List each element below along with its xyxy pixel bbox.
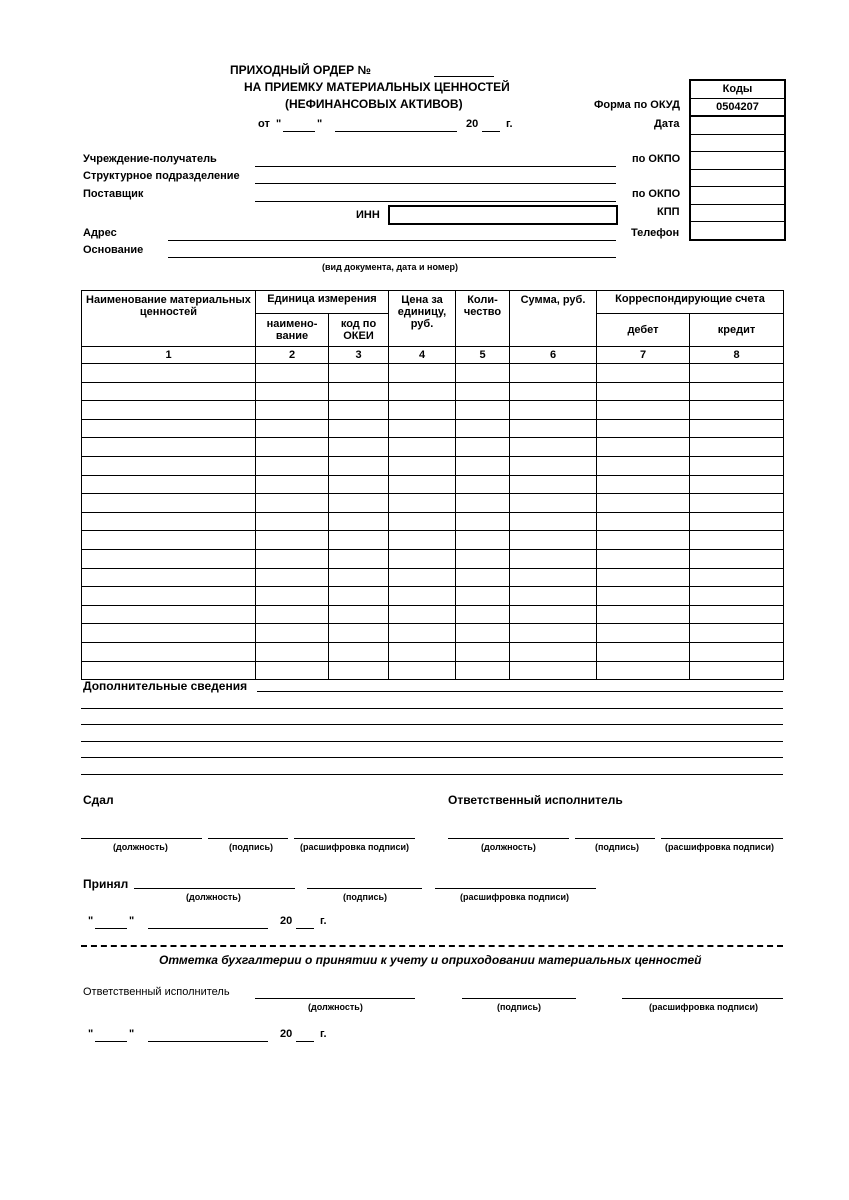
table-cell[interactable] bbox=[256, 642, 329, 661]
resp-position-line[interactable] bbox=[448, 838, 569, 839]
col-number: 4 bbox=[389, 347, 456, 364]
table-cell[interactable] bbox=[329, 364, 389, 383]
date1-month-line[interactable] bbox=[148, 928, 268, 929]
table-cell[interactable] bbox=[456, 456, 510, 475]
table-cell[interactable] bbox=[510, 549, 597, 568]
table-cell[interactable] bbox=[690, 494, 784, 513]
table-cell[interactable] bbox=[456, 401, 510, 420]
table-cell[interactable] bbox=[690, 531, 784, 550]
table-cell[interactable] bbox=[389, 456, 456, 475]
table-cell[interactable] bbox=[690, 456, 784, 475]
table-cell[interactable] bbox=[256, 382, 329, 401]
accepted-decoding-line[interactable] bbox=[435, 888, 596, 889]
table-cell[interactable] bbox=[510, 512, 597, 531]
codes-header: Коды bbox=[691, 81, 784, 99]
acc-signature-line[interactable] bbox=[462, 998, 576, 999]
table-cell[interactable] bbox=[690, 438, 784, 457]
table-cell[interactable] bbox=[256, 568, 329, 587]
codes-box bbox=[689, 79, 786, 241]
table-cell[interactable] bbox=[256, 494, 329, 513]
table-cell[interactable] bbox=[690, 364, 784, 383]
gave-signature-line[interactable] bbox=[208, 838, 288, 839]
table-cell[interactable] bbox=[82, 661, 256, 680]
table-cell[interactable] bbox=[597, 475, 690, 494]
table-cell[interactable] bbox=[510, 624, 597, 643]
table-cell[interactable] bbox=[690, 568, 784, 587]
table-cell[interactable] bbox=[510, 401, 597, 420]
phone-code-cell[interactable] bbox=[691, 222, 784, 239]
table-row bbox=[82, 494, 784, 513]
table-cell[interactable] bbox=[510, 661, 597, 680]
date-year-line[interactable] bbox=[482, 131, 500, 132]
table-cell[interactable] bbox=[389, 494, 456, 513]
table-row bbox=[82, 382, 784, 401]
table-cell[interactable] bbox=[256, 549, 329, 568]
gave-position-hint: (должность) bbox=[113, 842, 168, 852]
table-cell[interactable] bbox=[82, 605, 256, 624]
date-month-line[interactable] bbox=[335, 131, 457, 132]
table-cell[interactable] bbox=[597, 512, 690, 531]
gave-position-line[interactable] bbox=[81, 838, 202, 839]
table-cell[interactable] bbox=[389, 401, 456, 420]
table-cell[interactable] bbox=[510, 568, 597, 587]
table-row bbox=[82, 568, 784, 587]
accepted-label: Принял bbox=[83, 877, 129, 891]
table-cell[interactable] bbox=[256, 438, 329, 457]
table-cell[interactable] bbox=[510, 494, 597, 513]
table-cell[interactable] bbox=[510, 419, 597, 438]
date2-year-suffix: г. bbox=[320, 1028, 327, 1040]
date1-year-line[interactable] bbox=[296, 928, 314, 929]
table-cell[interactable] bbox=[690, 642, 784, 661]
table-row bbox=[82, 401, 784, 420]
quote-close: " bbox=[317, 118, 323, 130]
table-cell[interactable] bbox=[389, 419, 456, 438]
table-cell[interactable] bbox=[510, 605, 597, 624]
table-cell[interactable] bbox=[329, 661, 389, 680]
col-number: 3 bbox=[329, 347, 389, 364]
table-row bbox=[82, 605, 784, 624]
extra-info-line[interactable] bbox=[81, 741, 783, 742]
table-row bbox=[82, 438, 784, 457]
table-cell[interactable] bbox=[456, 419, 510, 438]
date1-quote-open: " bbox=[88, 915, 94, 927]
table-cell[interactable] bbox=[329, 642, 389, 661]
table-cell[interactable] bbox=[510, 456, 597, 475]
table-cell[interactable] bbox=[389, 364, 456, 383]
resp-signature-line[interactable] bbox=[575, 838, 655, 839]
table-cell[interactable] bbox=[597, 364, 690, 383]
table-cell[interactable] bbox=[82, 531, 256, 550]
table-row bbox=[82, 419, 784, 438]
table-cell[interactable] bbox=[82, 364, 256, 383]
date-from-label: от bbox=[258, 118, 270, 130]
date2-year-prefix: 20 bbox=[280, 1028, 293, 1040]
extra-info-line[interactable] bbox=[81, 774, 783, 775]
table-cell[interactable] bbox=[82, 494, 256, 513]
table-cell[interactable] bbox=[456, 364, 510, 383]
table-cell[interactable] bbox=[329, 475, 389, 494]
table-row bbox=[82, 512, 784, 531]
recipient-label: Учреждение-получатель bbox=[83, 153, 217, 165]
table-cell[interactable] bbox=[329, 624, 389, 643]
table-row bbox=[82, 661, 784, 680]
col-credit-header: кредит bbox=[690, 313, 784, 346]
gave-decoding-line[interactable] bbox=[294, 838, 415, 839]
table-cell[interactable] bbox=[329, 419, 389, 438]
inn-label: ИНН bbox=[356, 209, 380, 221]
acc-decoding-line[interactable] bbox=[622, 998, 783, 999]
gave-decoding-hint: (расшифровка подписи) bbox=[300, 842, 409, 852]
table-cell[interactable] bbox=[329, 605, 389, 624]
table-cell[interactable] bbox=[389, 605, 456, 624]
table-cell[interactable] bbox=[597, 642, 690, 661]
col-qty-header: Коли-чество bbox=[456, 291, 510, 347]
col-name-header: Наименование материальных ценностей bbox=[82, 291, 256, 347]
table-cell[interactable] bbox=[597, 419, 690, 438]
okpo-code-cell[interactable] bbox=[691, 152, 784, 170]
table-cell[interactable] bbox=[329, 531, 389, 550]
extra-info-line[interactable] bbox=[81, 724, 783, 725]
table-cell[interactable] bbox=[510, 364, 597, 383]
table-cell[interactable] bbox=[329, 512, 389, 531]
okpo2-label: по ОКПО bbox=[632, 188, 681, 200]
table-cell[interactable] bbox=[256, 401, 329, 420]
table-row bbox=[82, 475, 784, 494]
table-cell[interactable] bbox=[597, 624, 690, 643]
col-debit-header: дебет bbox=[597, 313, 690, 346]
unit-group-header: Единица измерения bbox=[256, 291, 389, 314]
kpp-code-cell[interactable] bbox=[691, 205, 784, 223]
table-cell[interactable] bbox=[329, 401, 389, 420]
resp-position-hint: (должность) bbox=[481, 842, 536, 852]
table-cell[interactable] bbox=[690, 401, 784, 420]
date-label: Дата bbox=[654, 118, 680, 130]
table-cell[interactable] bbox=[329, 549, 389, 568]
quote-open: " bbox=[276, 118, 282, 130]
table-cell[interactable] bbox=[690, 605, 784, 624]
table-cell[interactable] bbox=[389, 661, 456, 680]
table-cell[interactable] bbox=[82, 624, 256, 643]
accounting-responsible-label: Ответственный исполнитель bbox=[83, 986, 230, 998]
table-row bbox=[82, 531, 784, 550]
table-cell[interactable] bbox=[389, 549, 456, 568]
table-cell[interactable] bbox=[690, 661, 784, 680]
table-row bbox=[82, 624, 784, 643]
table-cell[interactable] bbox=[389, 642, 456, 661]
col-number: 1 bbox=[82, 347, 256, 364]
supplier-line[interactable] bbox=[255, 201, 616, 202]
table-cell[interactable] bbox=[82, 456, 256, 475]
col-unit-name-header: наимено-вание bbox=[256, 313, 329, 346]
okud-label: Форма по ОКУД bbox=[594, 99, 680, 111]
table-cell[interactable] bbox=[456, 438, 510, 457]
resp-decoding-line[interactable] bbox=[661, 838, 783, 839]
resp-decoding-hint: (расшифровка подписи) bbox=[665, 842, 774, 852]
table-cell[interactable] bbox=[597, 531, 690, 550]
acc-signature-hint: (подпись) bbox=[497, 1002, 542, 1012]
acc-decoding-hint: (расшифровка подписи) bbox=[649, 1002, 758, 1012]
col-number: 6 bbox=[510, 347, 597, 364]
table-row bbox=[82, 456, 784, 475]
extra-info-line[interactable] bbox=[81, 757, 783, 758]
table-cell[interactable] bbox=[456, 382, 510, 401]
resp-signature-hint: (подпись) bbox=[595, 842, 640, 852]
table-cell[interactable] bbox=[329, 382, 389, 401]
table-cell[interactable] bbox=[456, 661, 510, 680]
table-cell[interactable] bbox=[82, 382, 256, 401]
table-cell[interactable] bbox=[510, 475, 597, 494]
table-cell[interactable] bbox=[690, 475, 784, 494]
table-cell[interactable] bbox=[82, 587, 256, 606]
col-price-header: Цена за единицу, руб. bbox=[389, 291, 456, 347]
column-numbers-row bbox=[82, 347, 784, 364]
title-line-1: ПРИХОДНЫЙ ОРДЕР № bbox=[230, 63, 371, 77]
accepted-position-line[interactable] bbox=[134, 888, 295, 889]
table-row bbox=[82, 549, 784, 568]
extra-info-label: Дополнительные сведения bbox=[83, 679, 248, 693]
date2-quote-open: " bbox=[88, 1028, 94, 1040]
table-cell[interactable] bbox=[329, 438, 389, 457]
okud-value: 0504207 bbox=[691, 99, 784, 118]
address-label: Адрес bbox=[83, 227, 117, 239]
table-cell[interactable] bbox=[510, 642, 597, 661]
table-cell[interactable] bbox=[82, 642, 256, 661]
materials-table bbox=[81, 290, 784, 680]
table-cell[interactable] bbox=[597, 401, 690, 420]
table-cell[interactable] bbox=[456, 642, 510, 661]
table-cell[interactable] bbox=[690, 624, 784, 643]
extra-info-line[interactable] bbox=[81, 708, 783, 709]
col-sum-header: Сумма, руб. bbox=[510, 291, 597, 347]
table-cell[interactable] bbox=[389, 382, 456, 401]
table-cell[interactable] bbox=[82, 401, 256, 420]
table-cell[interactable] bbox=[256, 605, 329, 624]
basis-label: Основание bbox=[83, 244, 144, 256]
table-cell[interactable] bbox=[456, 494, 510, 513]
table-cell[interactable] bbox=[597, 456, 690, 475]
date2-quote-close: " bbox=[129, 1028, 135, 1040]
phone-label: Телефон bbox=[631, 227, 680, 239]
table-cell[interactable] bbox=[329, 456, 389, 475]
table-cell[interactable] bbox=[389, 624, 456, 643]
table-cell[interactable] bbox=[82, 438, 256, 457]
cut-line bbox=[81, 945, 783, 947]
table-cell[interactable] bbox=[690, 512, 784, 531]
table-row bbox=[82, 642, 784, 661]
table-cell[interactable] bbox=[597, 382, 690, 401]
table-cell[interactable] bbox=[456, 587, 510, 606]
table-cell[interactable] bbox=[329, 587, 389, 606]
table-cell[interactable] bbox=[256, 364, 329, 383]
accepted-signature-hint: (подпись) bbox=[343, 892, 388, 902]
table-row bbox=[82, 587, 784, 606]
table-cell[interactable] bbox=[329, 494, 389, 513]
table-cell[interactable] bbox=[389, 475, 456, 494]
table-cell[interactable] bbox=[389, 568, 456, 587]
table-cell[interactable] bbox=[389, 587, 456, 606]
table-cell[interactable] bbox=[456, 568, 510, 587]
table-cell[interactable] bbox=[256, 531, 329, 550]
table-cell[interactable] bbox=[690, 549, 784, 568]
table-cell[interactable] bbox=[456, 512, 510, 531]
table-cell[interactable] bbox=[389, 531, 456, 550]
table-cell[interactable] bbox=[256, 624, 329, 643]
date1-day-line[interactable] bbox=[95, 928, 127, 929]
table-cell[interactable] bbox=[389, 512, 456, 531]
table-cell[interactable] bbox=[82, 549, 256, 568]
inn-input-box[interactable] bbox=[388, 205, 618, 225]
table-cell[interactable] bbox=[256, 419, 329, 438]
date-code-cell[interactable] bbox=[691, 117, 784, 135]
acc-position-hint: (должность) bbox=[308, 1002, 363, 1012]
col-number: 8 bbox=[690, 347, 784, 364]
col-number: 5 bbox=[456, 347, 510, 364]
accounts-group-header: Корреспондирующие счета bbox=[597, 291, 784, 314]
year-prefix: 20 bbox=[466, 118, 479, 130]
date1-year-prefix: 20 bbox=[280, 915, 293, 927]
date2-year-line[interactable] bbox=[296, 1041, 314, 1042]
table-cell[interactable] bbox=[597, 587, 690, 606]
table-cell[interactable] bbox=[456, 531, 510, 550]
table-cell[interactable] bbox=[690, 382, 784, 401]
table-cell[interactable] bbox=[456, 624, 510, 643]
kpp-label: КПП bbox=[657, 206, 680, 218]
table-cell[interactable] bbox=[456, 549, 510, 568]
col-okei-header: код по ОКЕИ bbox=[329, 313, 389, 346]
table-row bbox=[82, 364, 784, 383]
gave-signature-hint: (подпись) bbox=[229, 842, 274, 852]
extra-info-line[interactable] bbox=[257, 691, 783, 692]
accepted-position-hint: (должность) bbox=[186, 892, 241, 902]
date-code-cell-2[interactable] bbox=[691, 135, 784, 153]
table-cell[interactable] bbox=[82, 419, 256, 438]
table-cell[interactable] bbox=[597, 549, 690, 568]
supplier-label: Поставщик bbox=[83, 188, 144, 200]
okpo-label: по ОКПО bbox=[632, 153, 681, 165]
date2-month-line[interactable] bbox=[148, 1041, 268, 1042]
table-cell[interactable] bbox=[82, 475, 256, 494]
date1-year-suffix: г. bbox=[320, 915, 327, 927]
table-cell[interactable] bbox=[597, 605, 690, 624]
table-cell[interactable] bbox=[456, 475, 510, 494]
table-cell[interactable] bbox=[389, 438, 456, 457]
okpo-code-cell-2[interactable] bbox=[691, 170, 784, 188]
col-number: 7 bbox=[597, 347, 690, 364]
okpo2-code-cell[interactable] bbox=[691, 187, 784, 205]
gave-label: Сдал bbox=[83, 793, 114, 807]
table-cell[interactable] bbox=[329, 568, 389, 587]
basis-hint: (вид документа, дата и номер) bbox=[322, 262, 459, 272]
table-cell[interactable] bbox=[597, 568, 690, 587]
table-cell[interactable] bbox=[82, 568, 256, 587]
table-cell[interactable] bbox=[510, 531, 597, 550]
table-cell[interactable] bbox=[510, 382, 597, 401]
order-number-line[interactable] bbox=[434, 76, 494, 77]
table-cell[interactable] bbox=[256, 587, 329, 606]
table-cell[interactable] bbox=[256, 512, 329, 531]
table-cell[interactable] bbox=[256, 661, 329, 680]
table-cell[interactable] bbox=[690, 587, 784, 606]
date-day-line[interactable] bbox=[283, 131, 315, 132]
responsible-label: Ответственный исполнитель bbox=[448, 793, 623, 807]
basis-line[interactable] bbox=[168, 257, 616, 258]
division-line[interactable] bbox=[255, 183, 616, 184]
table-cell[interactable] bbox=[82, 512, 256, 531]
title-line-3: (НЕФИНАНСОВЫХ АКТИВОВ) bbox=[285, 97, 463, 111]
accepted-signature-line[interactable] bbox=[307, 888, 422, 889]
table-cell[interactable] bbox=[510, 587, 597, 606]
col-number: 2 bbox=[256, 347, 329, 364]
table-cell[interactable] bbox=[690, 419, 784, 438]
address-line[interactable] bbox=[168, 240, 616, 241]
title-line-2: НА ПРИЕМКУ МАТЕРИАЛЬНЫХ ЦЕННОСТЕЙ bbox=[244, 80, 510, 94]
date1-quote-close: " bbox=[129, 915, 135, 927]
table-cell[interactable] bbox=[256, 456, 329, 475]
accounting-note: Отметка бухгалтерии о принятии к учету и оприходовании материальных ценностей bbox=[159, 953, 702, 967]
accepted-decoding-hint: (расшифровка подписи) bbox=[460, 892, 569, 902]
table-cell[interactable] bbox=[597, 661, 690, 680]
table-cell[interactable] bbox=[597, 438, 690, 457]
recipient-line[interactable] bbox=[255, 166, 616, 167]
acc-position-line[interactable] bbox=[255, 998, 415, 999]
year-suffix: г. bbox=[506, 118, 513, 130]
division-label: Структурное подразделение bbox=[83, 170, 240, 182]
date2-day-line[interactable] bbox=[95, 1041, 127, 1042]
table-cell[interactable] bbox=[510, 438, 597, 457]
table-cell[interactable] bbox=[456, 605, 510, 624]
table-cell[interactable] bbox=[597, 494, 690, 513]
table-cell[interactable] bbox=[256, 475, 329, 494]
